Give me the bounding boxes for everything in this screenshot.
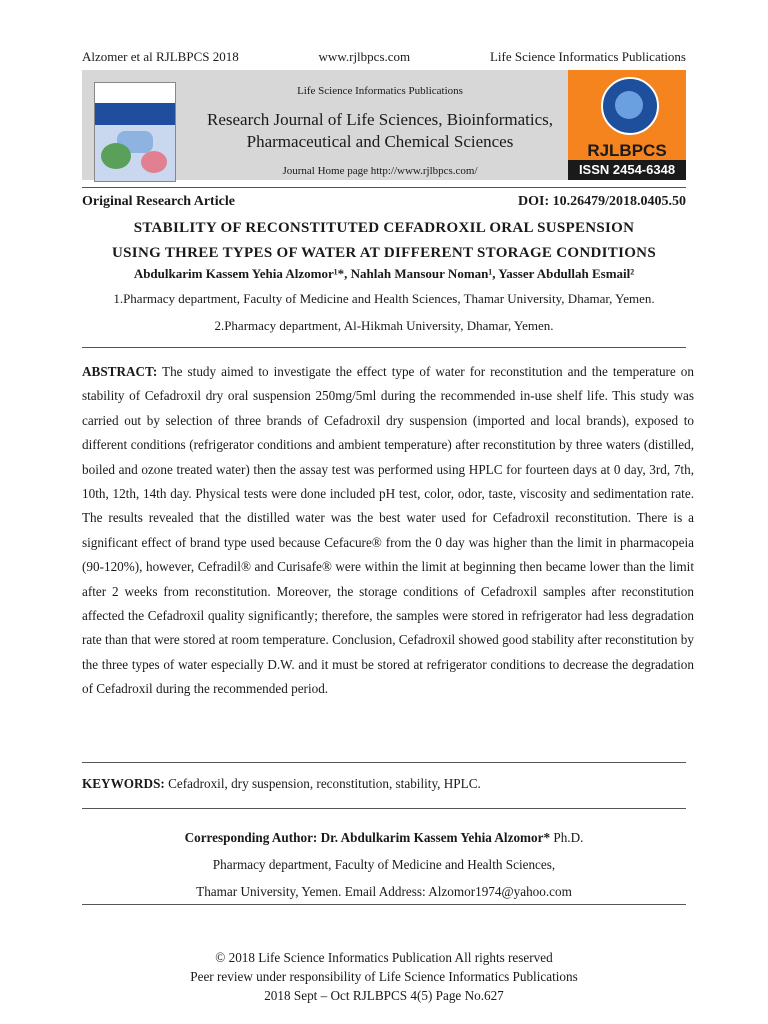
peer-review-note: Peer review under responsibility of Life Science Informatics Publications <box>190 969 578 984</box>
divider <box>82 347 686 348</box>
affiliation-2: 2.Pharmacy department, Al-Hikmah University, Dhamar, Yemen. <box>214 318 554 333</box>
banner-journal-title: Research Journal of Life Sciences, Bioinformatics, Pharmaceutical and Chemical Sciences <box>206 110 554 151</box>
divider <box>82 904 686 905</box>
article-meta <box>82 194 686 210</box>
doi[interactable]: DOI: 10.26479/2018.0405.50 <box>518 194 686 209</box>
keywords-text: Cefadroxil, dry suspension, reconstitution, stability, HPLC. <box>164 776 481 791</box>
corresponding-contact: Thamar University, Yemen. Email Address: Alzomor1974@yahoo.com <box>196 884 572 899</box>
logo-emblem-icon <box>601 77 659 135</box>
header-right: Life Science Informatics Publications <box>489 49 686 64</box>
article-title: STABILITY OF RECONSTITUTED CEFADROXIL ORAL SUSPENSION USING THREE TYPES OF WATER AT DIFFERENT STORAGE CONDITIONS <box>112 220 656 261</box>
journal-logo <box>568 70 686 180</box>
journal-cover-image <box>94 82 176 182</box>
corresponding-author <box>82 824 686 905</box>
page-number: 2018 Sept – Oct RJLBPCS 4(5) Page No.627 <box>264 988 504 1003</box>
abstract-text: The study aimed to investigate the effect type of water for reconstitution and the temperature on stability of Cefadroxil dry oral suspension 250mg/5ml during the recommended in-use shelf life. This study was carried out by selection of three brands of Cefadroxil dry suspension (imported and local brands), exposed to different conditions (refrigerator conditions and ambient temperature) after reconstitution by three waters (distilled, boiled and ozone treated water) then the assay test was performed using HPLC for fourteen days at 0 day, 3rd, 7th, 10th, 12th, 14th day. Physical tests were done included pH test, color, odor, taste, viscosity and sedimentation rate. The results revealed that the distilled water was the best water used for Cefadroxil reconstitution. There is a significant effect of brand type used because Cefacure® from the 0 day was higher than the limit in pharmacopeia (90-120%), however, Cefradil® and Curisafe® were within the limit at beginning then became lower than the limit after 2 weeks from reconstitution. Moreover, the storage conditions of Cefadroxil samples after reconstitution affected the Cefadroxil quality significantly; therefore, the samples were stored in refrigerator had less degradation rate than that were stored at room temperature. Conclusion, Cefadroxil showed good stability after reconstitution by the three types of water especially D.W. and it must be stored at refrigerator conditions to decrease the degradation of Cefadroxil during the recommended period. <box>82 364 694 697</box>
page-footer <box>82 948 686 1005</box>
divider <box>82 762 686 763</box>
banner-homepage[interactable]: Journal Home page http://www.rjlbpcs.com/ <box>282 165 478 177</box>
corresponding-dept: Pharmacy department, Faculty of Medicine and Health Sciences, <box>212 857 556 872</box>
divider <box>82 808 686 809</box>
abstract-label: ABSTRACT: <box>82 364 158 379</box>
keywords-label: KEYWORDS: <box>82 776 165 791</box>
issn-label: ISSN 2454-6348 <box>568 160 686 180</box>
banner-text <box>190 70 570 177</box>
header-left: Alzomer et al RJLBPCS 2018 <box>82 49 239 64</box>
copyright: © 2018 Life Science Informatics Publication All rights reserved <box>215 950 553 965</box>
corresponding-label: Corresponding Author: Dr. Abdulkarim Kassem Yehia Alzomor* <box>184 830 551 845</box>
authors: Abdulkarim Kassem Yehia Alzomor¹*, Nahlah Mansour Noman¹, Yasser Abdullah Esmail² <box>133 266 635 281</box>
banner-publisher: Life Science Informatics Publications <box>297 85 463 97</box>
article-type: Original Research Article <box>82 194 235 209</box>
affiliation-1: 1.Pharmacy department, Faculty of Medicine and Health Sciences, Thamar University, Dhamar, Yemen. <box>113 291 655 306</box>
corresponding-degree: Ph.D. <box>550 830 584 845</box>
running-header <box>82 49 686 65</box>
logo-name: RJLBPCS <box>587 141 667 160</box>
abstract <box>82 360 694 702</box>
header-url[interactable]: www.rjlbpcs.com <box>318 49 411 64</box>
keywords <box>82 776 686 792</box>
divider <box>82 187 686 188</box>
